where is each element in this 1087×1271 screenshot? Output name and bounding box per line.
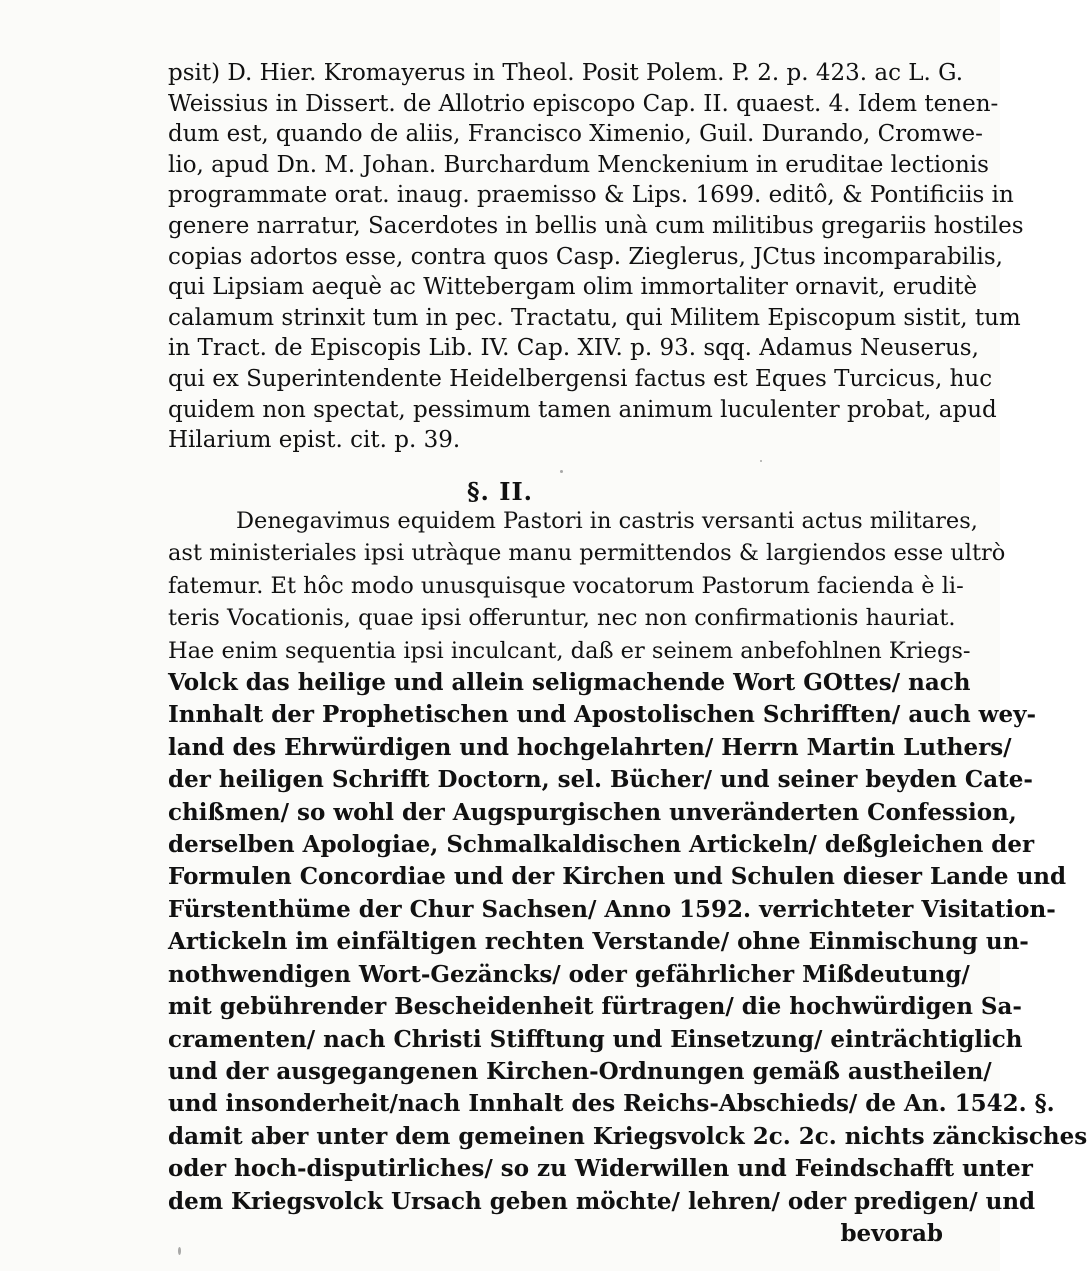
german-line: derselben Apologiae, Schmalkaldischen Artickeln/ deßgleichen der	[168, 831, 1035, 859]
footnote-line: psit) D. Hier. Kromayerus in Theol. Posit Polem. P. 2. p. 423. ac L. G.	[168, 60, 964, 86]
body-text-block	[168, 505, 1087, 1250]
body-line: fatemur. Et hôc modo unusquisque vocatorum Pastorum facienda è li-	[168, 572, 964, 599]
footnote-line: copias adortos esse, contra quos Casp. Zieglerus, JCtus incomparabilis,	[168, 243, 1003, 270]
footnote-line: dum est, quando de aliis, Francisco Ximenio, Guil. Durando, Cromwe-	[168, 121, 983, 148]
body-line: ast ministeriales ipsi utràque manu permittendos & largiendos esse ultrò	[168, 540, 1006, 567]
footnote-line: qui Lipsiam aequè ac Wittebergam olim immortaliter ornavit, eruditè	[168, 274, 978, 301]
german-line: chißmen/ so wohl der Augspurgischen unveränderten Confession,	[168, 798, 1017, 826]
footnote-line: qui ex Superintendente Heidelbergensi factus est Eques Turcicus, huc	[168, 365, 993, 392]
footnote-line: genere narratur, Sacerdotes in bellis unà cum militibus gregariis hostiles	[168, 212, 1024, 239]
body-line: Denegavimus equidem Pastori in castris versanti actus militares,	[236, 508, 978, 534]
footnote-block	[168, 58, 1024, 456]
german-line: Fürstenthüme der Chur Sachsen/ Anno 1592. verrichteter Visitation-	[168, 895, 1056, 923]
footnote-line: Hilarium epist. cit. p. 39.	[168, 427, 461, 454]
footnote-line: Weissius in Dissert. de Allotrio episcopo Cap. II. quaest. 4. Idem tenen-	[168, 90, 999, 117]
german-line: Innhalt der Prophetischen und Apostolischen Schrifften/ auch wey-	[168, 701, 1037, 729]
print-speckle	[178, 1247, 181, 1255]
footnote-line: in Tract. de Episcopis Lib. IV. Cap. XIV. p. 93. sqq. Adamus Neuserus,	[168, 335, 979, 362]
german-line: cramenten/ nach Christi Stifftung und Einsetzung/ einträchtiglich	[168, 1025, 1023, 1053]
section-heading: §. II.	[466, 477, 534, 506]
german-line: Formulen Concordiae und der Kirchen und Schulen dieser Lande und	[168, 863, 1067, 891]
german-line: dem Kriegsvolck Ursach geben möchte/ lehren/ oder predigen/ und	[168, 1187, 1036, 1215]
german-line: nothwendigen Wort-Gezäncks/ oder gefährlicher Mißdeutung/	[168, 960, 970, 988]
german-line: Volck das heilige und allein seligmachende Wort GOttes/ nach	[168, 669, 971, 697]
footnote-line: programmate orat. inaug. praemisso & Lips. 1699. editô, & Pontificiis in	[168, 182, 1014, 209]
print-speckle	[760, 460, 762, 462]
german-line: land des Ehrwürdigen und hochgelahrten/ Herrn Martin Luthers/	[168, 733, 1012, 761]
german-line: mit gebührender Bescheidenheit fürtragen/ die hochwürdigen Sa-	[168, 993, 1022, 1021]
german-line: oder hoch-disputirliches/ so zu Widerwillen und Feindschafft unter	[168, 1155, 1033, 1183]
german-passage	[168, 667, 1087, 1250]
body-line: Hae enim sequentia ipsi inculcant, daß er seinem anbefohlnen Kriegs-	[168, 637, 971, 664]
german-line: und insonderheit/nach Innhalt des Reichs-Abschieds/ de An. 1542. §.	[168, 1090, 1055, 1118]
catchword: bevorab	[840, 1219, 943, 1247]
footnote-line: calamum strinxit tum in pec. Tractatu, qui Militem Episcopum sistit, tum	[168, 304, 1021, 331]
german-line: damit aber unter dem gemeinen Kriegsvolck 2c. 2c. nichts zänckisches	[168, 1122, 1087, 1150]
german-line: Artickeln im einfältigen rechten Verstande/ ohne Einmischung un-	[168, 928, 1029, 956]
footnote-line: lio, apud Dn. M. Johan. Burchardum Menckenium in eruditae lectionis	[168, 151, 989, 178]
body-line: teris Vocationis, quae ipsi offeruntur, nec non confirmationis hauriat.	[168, 605, 956, 632]
footnote-line: quidem non spectat, pessimum tamen animum luculenter probat, apud	[168, 396, 997, 423]
german-line: der heiligen Schrifft Doctorn, sel. Bücher/ und seiner beyden Cate-	[168, 766, 1033, 794]
print-speckle	[560, 470, 563, 473]
german-line: und der ausgegangenen Kirchen-Ordnungen gemäß austheilen/	[168, 1057, 992, 1085]
